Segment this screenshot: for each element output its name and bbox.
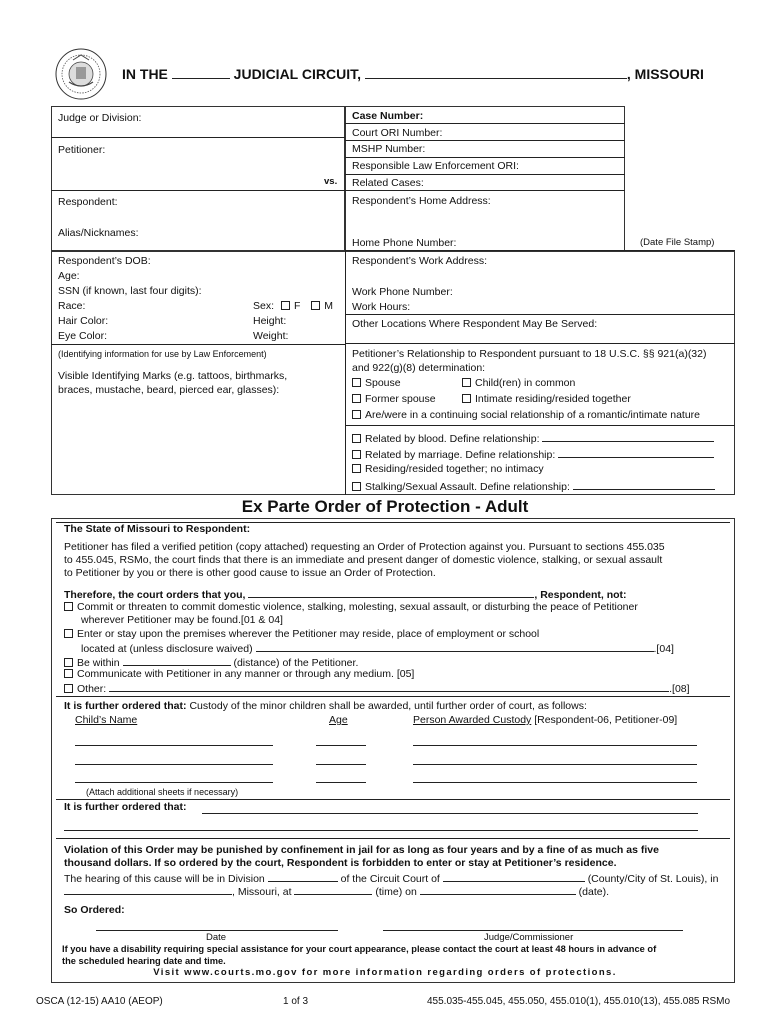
order-para-1: Petitioner has filed a verified petition (copy attached) requesting an Order of Protection against you. Pursuant to sections 455.035 — [64, 541, 665, 553]
respondent-name-field[interactable] — [248, 587, 534, 598]
intimate-checkbox[interactable] — [462, 394, 471, 403]
petitioner-label: Petitioner: — [58, 144, 106, 156]
page-number: 1 of 3 — [283, 996, 309, 1007]
other-locations-label: Other Locations Where Respondent May Be Served: — [352, 318, 598, 330]
mshp-label: MSHP Number: — [352, 143, 426, 155]
further-ordered-field-1[interactable] — [202, 813, 698, 814]
circuit-court-field[interactable] — [443, 871, 585, 882]
resp-law-ori-label: Responsible Law Enforcement ORI: — [352, 160, 519, 172]
marriage-label: Related by marriage. Define relationship: — [365, 449, 556, 461]
state-heading: The State of Missouri to Respondent: — [64, 523, 251, 535]
page-title: Ex Parte Order of Protection - Adult — [241, 497, 529, 516]
commit-checkbox[interactable] — [64, 602, 73, 611]
hearing-a: The hearing of this cause will be in Division — [64, 873, 265, 885]
age-header: Age — [329, 714, 348, 726]
signature-date-field[interactable] — [96, 930, 338, 931]
enter-checkbox[interactable] — [64, 629, 73, 638]
child-name-field-1[interactable] — [75, 745, 273, 746]
date-file-stamp-label: (Date File Stamp) — [640, 237, 715, 248]
court-ori-label: Court ORI Number: — [352, 127, 443, 139]
stalking-field[interactable] — [573, 479, 715, 490]
commit-label-1: Commit or threaten to commit domestic violence, stalking, molesting, sexual assault, or disturbing the peace of Petitioner — [77, 601, 638, 613]
child-name-field-3[interactable] — [75, 782, 273, 783]
sex-field — [253, 300, 333, 312]
custody-field-1[interactable] — [413, 745, 697, 746]
header-in-the: IN THE — [122, 66, 168, 82]
violation-line-2: thousand dollars. If so ordered by the court, Respondent is forbidden to enter or stay at Petitioner’s residence. — [64, 857, 617, 869]
commit-label-2: wherever Petitioner may be found.[01 & 04] — [81, 614, 283, 626]
work-phone-label: Work Phone Number: — [352, 286, 453, 298]
work-hours-label: Work Hours: — [352, 301, 411, 313]
blood-label: Related by blood. Define relationship: — [365, 433, 540, 445]
header-judicial-circuit: JUDICIAL CIRCUIT, — [233, 66, 361, 82]
division-field[interactable] — [268, 871, 338, 882]
code-04: .[04] — [653, 643, 674, 655]
code-08: .[08] — [669, 683, 690, 695]
order-para-2: to 455.045, RSMo, the court finds that there is an immediate and present danger of domestic violence, stalking, or sexual assault — [64, 554, 663, 566]
communicate-option — [64, 668, 414, 680]
stalking-option — [352, 479, 715, 493]
disability-line-1: If you have a disability requiring special assistance for your court appearance, please contact the court at least 48 hours in advance of — [62, 944, 657, 954]
enter-label-2: located at (unless disclosure waived) — [81, 643, 253, 655]
county-city-field[interactable] — [64, 884, 232, 895]
hearing-line-1 — [64, 871, 718, 885]
child-name-field-2[interactable] — [75, 764, 273, 765]
time-on: (time) on — [375, 886, 417, 898]
residing-option — [352, 463, 544, 475]
stalking-label: Stalking/Sexual Assault. Define relationship: — [365, 481, 570, 493]
former-spouse-option — [352, 393, 436, 405]
sex-f-label: F — [293, 300, 301, 312]
form-id: OSCA (12-15) AA10 (AEOP) — [36, 996, 163, 1007]
children-option — [462, 377, 575, 389]
so-ordered-label: So Ordered: — [64, 904, 125, 916]
continuing-option — [352, 409, 700, 421]
id-note: (Identifying information for use by Law Enforcement) — [58, 349, 267, 359]
weight-label: Weight: — [253, 330, 289, 342]
other-option — [64, 681, 690, 695]
custody-line — [64, 700, 587, 712]
further-ordered-label: It is further ordered that: — [64, 700, 187, 712]
distance-field[interactable] — [123, 655, 231, 666]
visit-line: Visit www.courts.mo.gov for more information regarding orders of protections. — [153, 967, 617, 978]
child-age-field-1[interactable] — [316, 745, 366, 746]
residing-label: Residing/resided together; no intimacy — [365, 463, 544, 475]
blood-field[interactable] — [542, 431, 714, 442]
judge-label: Judge or Division: — [58, 112, 142, 124]
location-field[interactable] — [256, 641, 654, 652]
therefore-label: Therefore, the court orders that you, — [64, 589, 246, 601]
former-spouse-label: Former spouse — [365, 393, 436, 405]
header-line — [122, 66, 704, 82]
hearing-b: of the Circuit Court of — [340, 873, 440, 885]
intimate-option — [462, 393, 631, 405]
other-label: Other: — [77, 683, 107, 695]
child-age-field-2[interactable] — [316, 764, 366, 765]
children-label: Child(ren) in common — [475, 377, 576, 389]
sex-f-checkbox[interactable] — [281, 301, 290, 310]
date-end: (date). — [578, 886, 609, 898]
height-label: Height: — [253, 315, 287, 327]
related-cases-label: Related Cases: — [352, 177, 424, 189]
enter-label-1: Enter or stay upon the premises wherever the Petitioner may reside, place of employment or school — [77, 628, 540, 640]
seal-icon — [55, 48, 107, 100]
date-label: Date — [206, 932, 227, 943]
person-awarded-header: Person Awarded Custody — [413, 714, 532, 726]
missouri-state-seal — [55, 48, 107, 100]
hair-label: Hair Color: — [58, 315, 109, 327]
judge-label: Judge/Commissioner — [484, 932, 574, 943]
respondent-label: Respondent: — [58, 196, 118, 208]
other-field[interactable] — [109, 681, 669, 692]
custody-codes: [Respondent-06, Petitioner-09] — [534, 714, 678, 726]
ssn-label: SSN (if known, last four digits): — [58, 285, 202, 297]
stalking-checkbox[interactable] — [352, 482, 361, 491]
home-address-label: Respondent’s Home Address: — [352, 195, 491, 207]
commit-option — [64, 601, 638, 613]
child-age-field-3[interactable] — [316, 782, 366, 783]
age-label: Age: — [58, 270, 80, 282]
header-missouri: , MISSOURI — [626, 66, 704, 82]
hearing-c: (County/City of St. Louis), in — [587, 873, 719, 885]
spouse-label: Spouse — [365, 377, 401, 389]
enter-line-2 — [81, 641, 674, 655]
county-field[interactable] — [365, 68, 627, 79]
relationship-intro-2: and 922(g)(8) determination: — [352, 362, 486, 374]
work-address-label: Respondent’s Work Address: — [352, 255, 488, 267]
person-awarded-header-line — [413, 714, 677, 726]
vs-label: vs. — [324, 176, 338, 187]
custody-field-2[interactable] — [413, 764, 697, 765]
custody-text: Custody of the minor children shall be awarded, until further order of court, as follows: — [189, 700, 587, 712]
sex-m-checkbox[interactable] — [311, 301, 320, 310]
dob-label: Respondent’s DOB: — [58, 255, 151, 267]
former-spouse-checkbox[interactable] — [352, 394, 361, 403]
attach-note: (Attach additional sheets if necessary) — [86, 787, 239, 797]
relationship-intro-1: Petitioner’s Relationship to Respondent pursuant to 18 U.S.C. §§ 921(a)(32) — [352, 348, 707, 360]
enter-option — [64, 628, 539, 640]
distance-label: (distance) of the Petitioner. — [233, 657, 359, 669]
blood-checkbox[interactable] — [352, 434, 361, 443]
missouri-at: , Missouri, at — [232, 886, 292, 898]
alias-label: Alias/Nicknames: — [58, 227, 139, 239]
child-name-header: Child’s Name — [75, 714, 138, 726]
disability-line-2: the scheduled hearing date and time. — [62, 956, 226, 966]
be-within-option — [64, 655, 358, 669]
violation-line-1: Violation of this Order may be punished by confinement in jail for as long as four years and by a fine of as much as five — [64, 844, 659, 856]
spouse-checkbox[interactable] — [352, 378, 361, 387]
circuit-number-field[interactable] — [172, 68, 230, 79]
blood-option — [352, 431, 714, 445]
communicate-label: Communicate with Petitioner in any manner or through any medium. [05] — [77, 668, 415, 680]
continuing-label: Are/were in a continuing social relationship of a romantic/intimate nature — [365, 409, 701, 421]
sex-label: Sex: — [253, 300, 275, 312]
marks-label-1: Visible Identifying Marks (e.g. tattoos, birthmarks, — [58, 370, 288, 382]
marriage-option — [352, 447, 714, 461]
case-number-label: Case Number: — [352, 110, 424, 122]
statutes: 455.035-455.045, 455.050, 455.010(1), 455.010(13), 455.085 RSMo — [427, 996, 731, 1007]
time-field[interactable] — [294, 884, 372, 895]
home-phone-label: Home Phone Number: — [352, 237, 457, 249]
intimate-label: Intimate residing/resided together — [475, 393, 631, 405]
race-label: Race: — [58, 300, 86, 312]
residing-checkbox[interactable] — [352, 464, 361, 473]
children-checkbox[interactable] — [462, 378, 471, 387]
custody-field-3[interactable] — [413, 782, 697, 783]
respondent-not-label: , Respondent, not: — [534, 589, 627, 601]
judge-signature-field[interactable] — [383, 930, 683, 931]
hearing-line-2 — [64, 884, 609, 898]
spouse-option — [352, 377, 401, 389]
be-within-label: Be within — [77, 657, 120, 669]
order-para-3: to Petitioner by you or there is other good cause to issue an Order of Protection. — [64, 567, 436, 579]
further-ordered-field-2[interactable] — [64, 830, 698, 831]
sex-m-label: M — [324, 300, 334, 312]
marriage-field[interactable] — [558, 447, 714, 458]
continuing-checkbox[interactable] — [352, 410, 361, 419]
hearing-date-field[interactable] — [420, 884, 576, 895]
communicate-checkbox[interactable] — [64, 669, 73, 678]
other-checkbox[interactable] — [64, 684, 73, 693]
be-within-checkbox[interactable] — [64, 658, 73, 667]
further-ordered-2-label: It is further ordered that: — [64, 801, 187, 813]
eye-label: Eye Color: — [58, 330, 108, 342]
marks-label-2: braces, mustache, beard, pierced ear, glasses): — [58, 384, 280, 396]
therefore-line — [64, 587, 627, 601]
marriage-checkbox[interactable] — [352, 450, 361, 459]
